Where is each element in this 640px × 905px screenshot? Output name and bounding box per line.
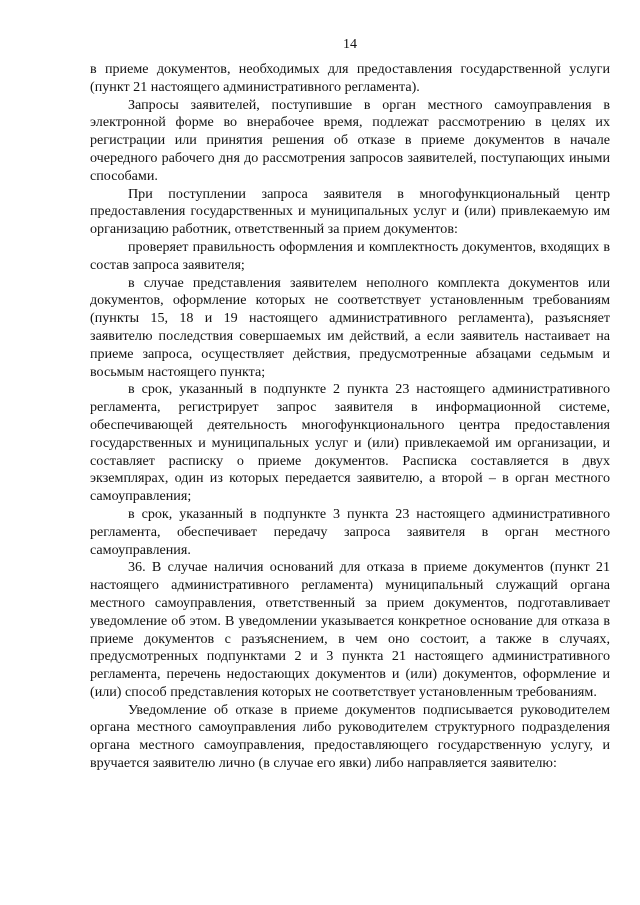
paragraph-electronic-requests: Запросы заявителей, поступившие в орган местного самоуправления в электронной форме во внерабочее время, подлежат рассмотрению в целях их регистрации или принятия решения об отказе в приеме документов в начале очередного рабочего дня до рассмотрения запросов заявителей, поступающих иными способами. xyxy=(90,96,610,184)
paragraph-refusal-notice: Уведомление об отказе в приеме документов подписывается руководителем органа местного самоуправления либо руководителем структурного подразделения органа местного самоуправления, предоставляющего государственную услугу, и вручается заявителю лично (в случае его явки) либо направляется заявителю: xyxy=(90,701,610,772)
paragraph-incomplete-set: в случае представления заявителем неполного комплекта документов или документов, оформление которых не соответствует установленным требованиям (пункты 15, 18 и 19 настоящего административного регламента), разъясняет заявителю последствия совершаемых им действий, а если заявитель настаивает на приеме запроса, осуществляет действия, предусмотренные абзацами седьмым и восьмым настоящего пункта; xyxy=(90,274,610,380)
paragraph-continuation: в приеме документов, необходимых для предоставления государственной услуги (пункт 21 настоящего административного регламента). xyxy=(90,61,610,95)
paragraph-mfc-intake: При поступлении запроса заявителя в многофункциональный центр предоставления государственных и муниципальных услуг и (или) привлекаемую им организацию работник, ответственный за прием документов: xyxy=(90,185,610,238)
page-number: 14 xyxy=(343,37,357,52)
paragraph-check-documents: проверяет правильность оформления и комплектность документов, входящих в состав запроса заявителя; xyxy=(90,238,610,273)
paragraph-transfer-request: в срок, указанный в подпункте 3 пункта 23 настоящего административного регламента, обеспечивает передачу запроса заявителя в орган местного самоуправления. xyxy=(90,505,610,558)
paragraph-item-36: 36. В случае наличия оснований для отказа в приеме документов (пункт 21 настоящего административного регламента) муниципальный служащий органа местного самоуправления, ответственный за прием документов, подготавливает уведомление об этом. В уведомлении указывается конкретное основание для отказа в приеме документов с разъяснением, в чем оно состоит, а также в случаях, предусмотренных подпунктами 2 и 3 пункта 21 настоящего административного регламента, перечень недостающих документов и (или) документов, оформление и (или) способ представления которых не соответствует установленным требованиям. xyxy=(90,559,610,700)
paragraph-register-request: в срок, указанный в подпункте 2 пункта 23 настоящего административного регламента, регистрирует запрос заявителя в информационной системе, обеспечивающей деятельность многофункционального центра предоставления государственных и муниципальных услуг и (или) привлекаемой им организации, и составляет расписку о приеме документов. Расписка составляется в двух экземплярах, один из которых передается заявителю, а второй – в орган местного самоуправления; xyxy=(90,381,610,505)
